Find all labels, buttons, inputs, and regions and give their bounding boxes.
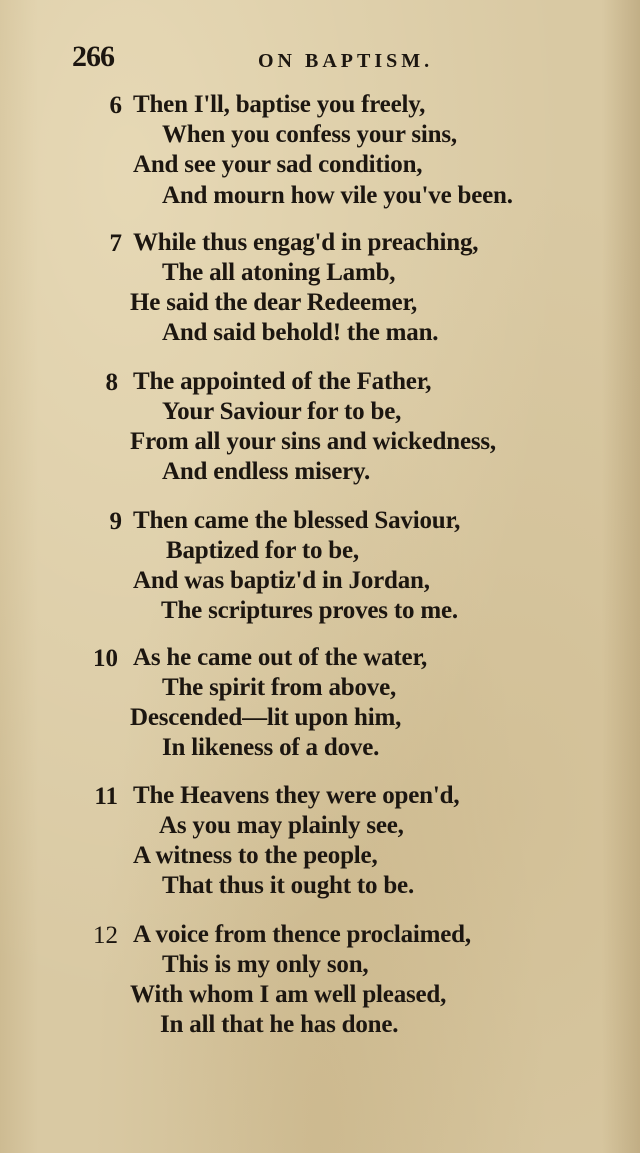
verse-line: In likeness of a dove.: [162, 734, 380, 761]
verse-line: And mourn how vile you've been.: [162, 182, 513, 209]
stanza-number: 6: [109, 92, 122, 119]
verse-line: With whom I am well pleased,: [130, 981, 447, 1008]
stanza-number: 7: [109, 230, 122, 257]
verse-line: A voice from thence proclaimed,: [133, 921, 471, 948]
verse-line: The appointed of the Father,: [133, 368, 432, 395]
verse-line: And endless misery.: [162, 458, 371, 485]
section-title: ON BAPTISM.: [258, 50, 434, 72]
verse-line: The all atoning Lamb,: [162, 259, 396, 286]
verse-line: Descended—lit upon him,: [130, 704, 402, 731]
verse-line: Your Saviour for to be,: [162, 398, 402, 425]
verse-line: And see your sad condition,: [133, 151, 423, 178]
verse-line: When you confess your sins,: [162, 121, 457, 148]
verse-line: And said behold! the man.: [162, 319, 439, 346]
verse-line: In all that he has done.: [160, 1011, 399, 1038]
page-number: 266: [72, 40, 114, 73]
verse-line: He said the dear Redeemer,: [130, 289, 418, 316]
verse-line: From all your sins and wickedness,: [130, 428, 496, 455]
verse-line: A witness to the people,: [133, 842, 378, 869]
stanza-number: 8: [105, 369, 118, 396]
verse-line: The spirit from above,: [162, 674, 397, 701]
verse-line: As he came out of the water,: [133, 644, 428, 671]
verse-line: The scriptures proves to me.: [161, 597, 458, 624]
verse-line: Then came the blessed Saviour,: [133, 507, 461, 534]
stanza-number: 9: [109, 508, 122, 535]
verse-line: Then I'll, baptise you freely,: [133, 91, 426, 118]
verse-line: As you may plainly see,: [159, 812, 404, 839]
verse-line: That thus it ought to be.: [162, 872, 414, 899]
verse-line: While thus engag'd in preaching,: [133, 229, 479, 256]
stanza-number: 12: [93, 922, 118, 949]
running-head: [72, 40, 512, 80]
verse-line: This is my only son,: [162, 951, 369, 978]
verse-line: Baptized for to be,: [166, 537, 359, 564]
stanza-number: 10: [93, 645, 118, 672]
verse-line: The Heavens they were open'd,: [133, 782, 460, 809]
verse-line: And was baptiz'd in Jordan,: [133, 567, 430, 594]
stanza-number: 11: [94, 783, 118, 810]
